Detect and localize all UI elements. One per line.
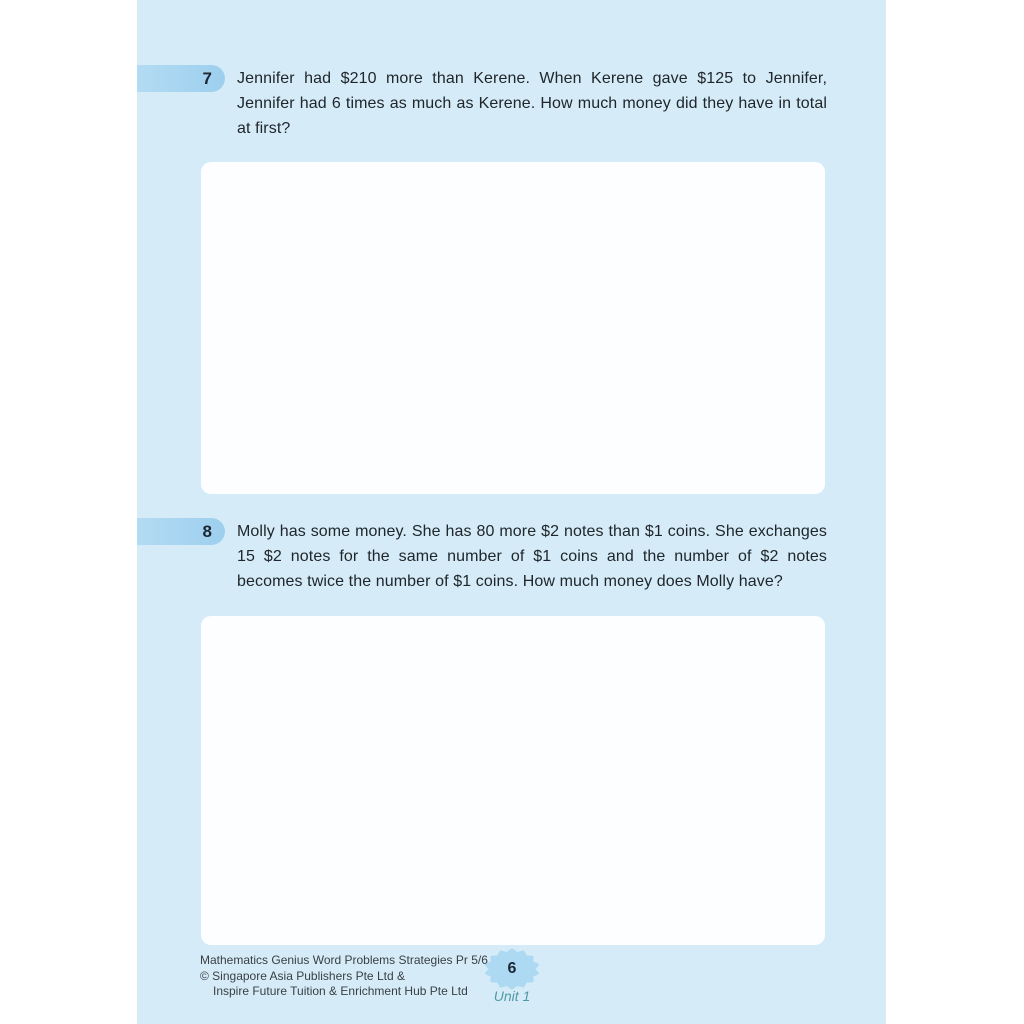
- problem-8-number-badge: [137, 518, 225, 545]
- footer-copyright-line-1: © Singapore Asia Publishers Pte Ltd &: [200, 968, 405, 983]
- footer-book-title: Mathematics Genius Word Problems Strategies Pr 5/6: [200, 953, 488, 967]
- page-body: [137, 0, 886, 1024]
- footer-copyright-line-2: Inspire Future Tuition & Enrichment Hub Pte Ltd: [213, 984, 468, 998]
- problem-7-text: Jennifer had $210 more than Kerene. When Kerene gave $125 to Jennifer, Jennifer had 6 times as much as Kerene. How much money did they have in total at first?: [237, 70, 827, 137]
- page-number-star: [483, 948, 541, 992]
- footer: [200, 953, 620, 1000]
- problem-8-number: 8: [202, 521, 212, 541]
- problem-7-number-badge: [137, 65, 225, 92]
- problem-7-answer-box: [201, 162, 825, 494]
- problem-8-text: Molly has some money. She has 80 more $2 notes than $1 coins. She exchanges 15 $2 notes for the same number of $1 coins and the number of $2 notes becomes twice the number of $1 coins. How much money does Molly have?: [237, 523, 827, 590]
- unit-label: Unit 1: [493, 988, 531, 1004]
- page-number: 6: [507, 960, 517, 977]
- problem-7-number: 7: [202, 68, 212, 88]
- page-number-block: [483, 948, 541, 1004]
- problem-8-answer-box: [201, 616, 825, 945]
